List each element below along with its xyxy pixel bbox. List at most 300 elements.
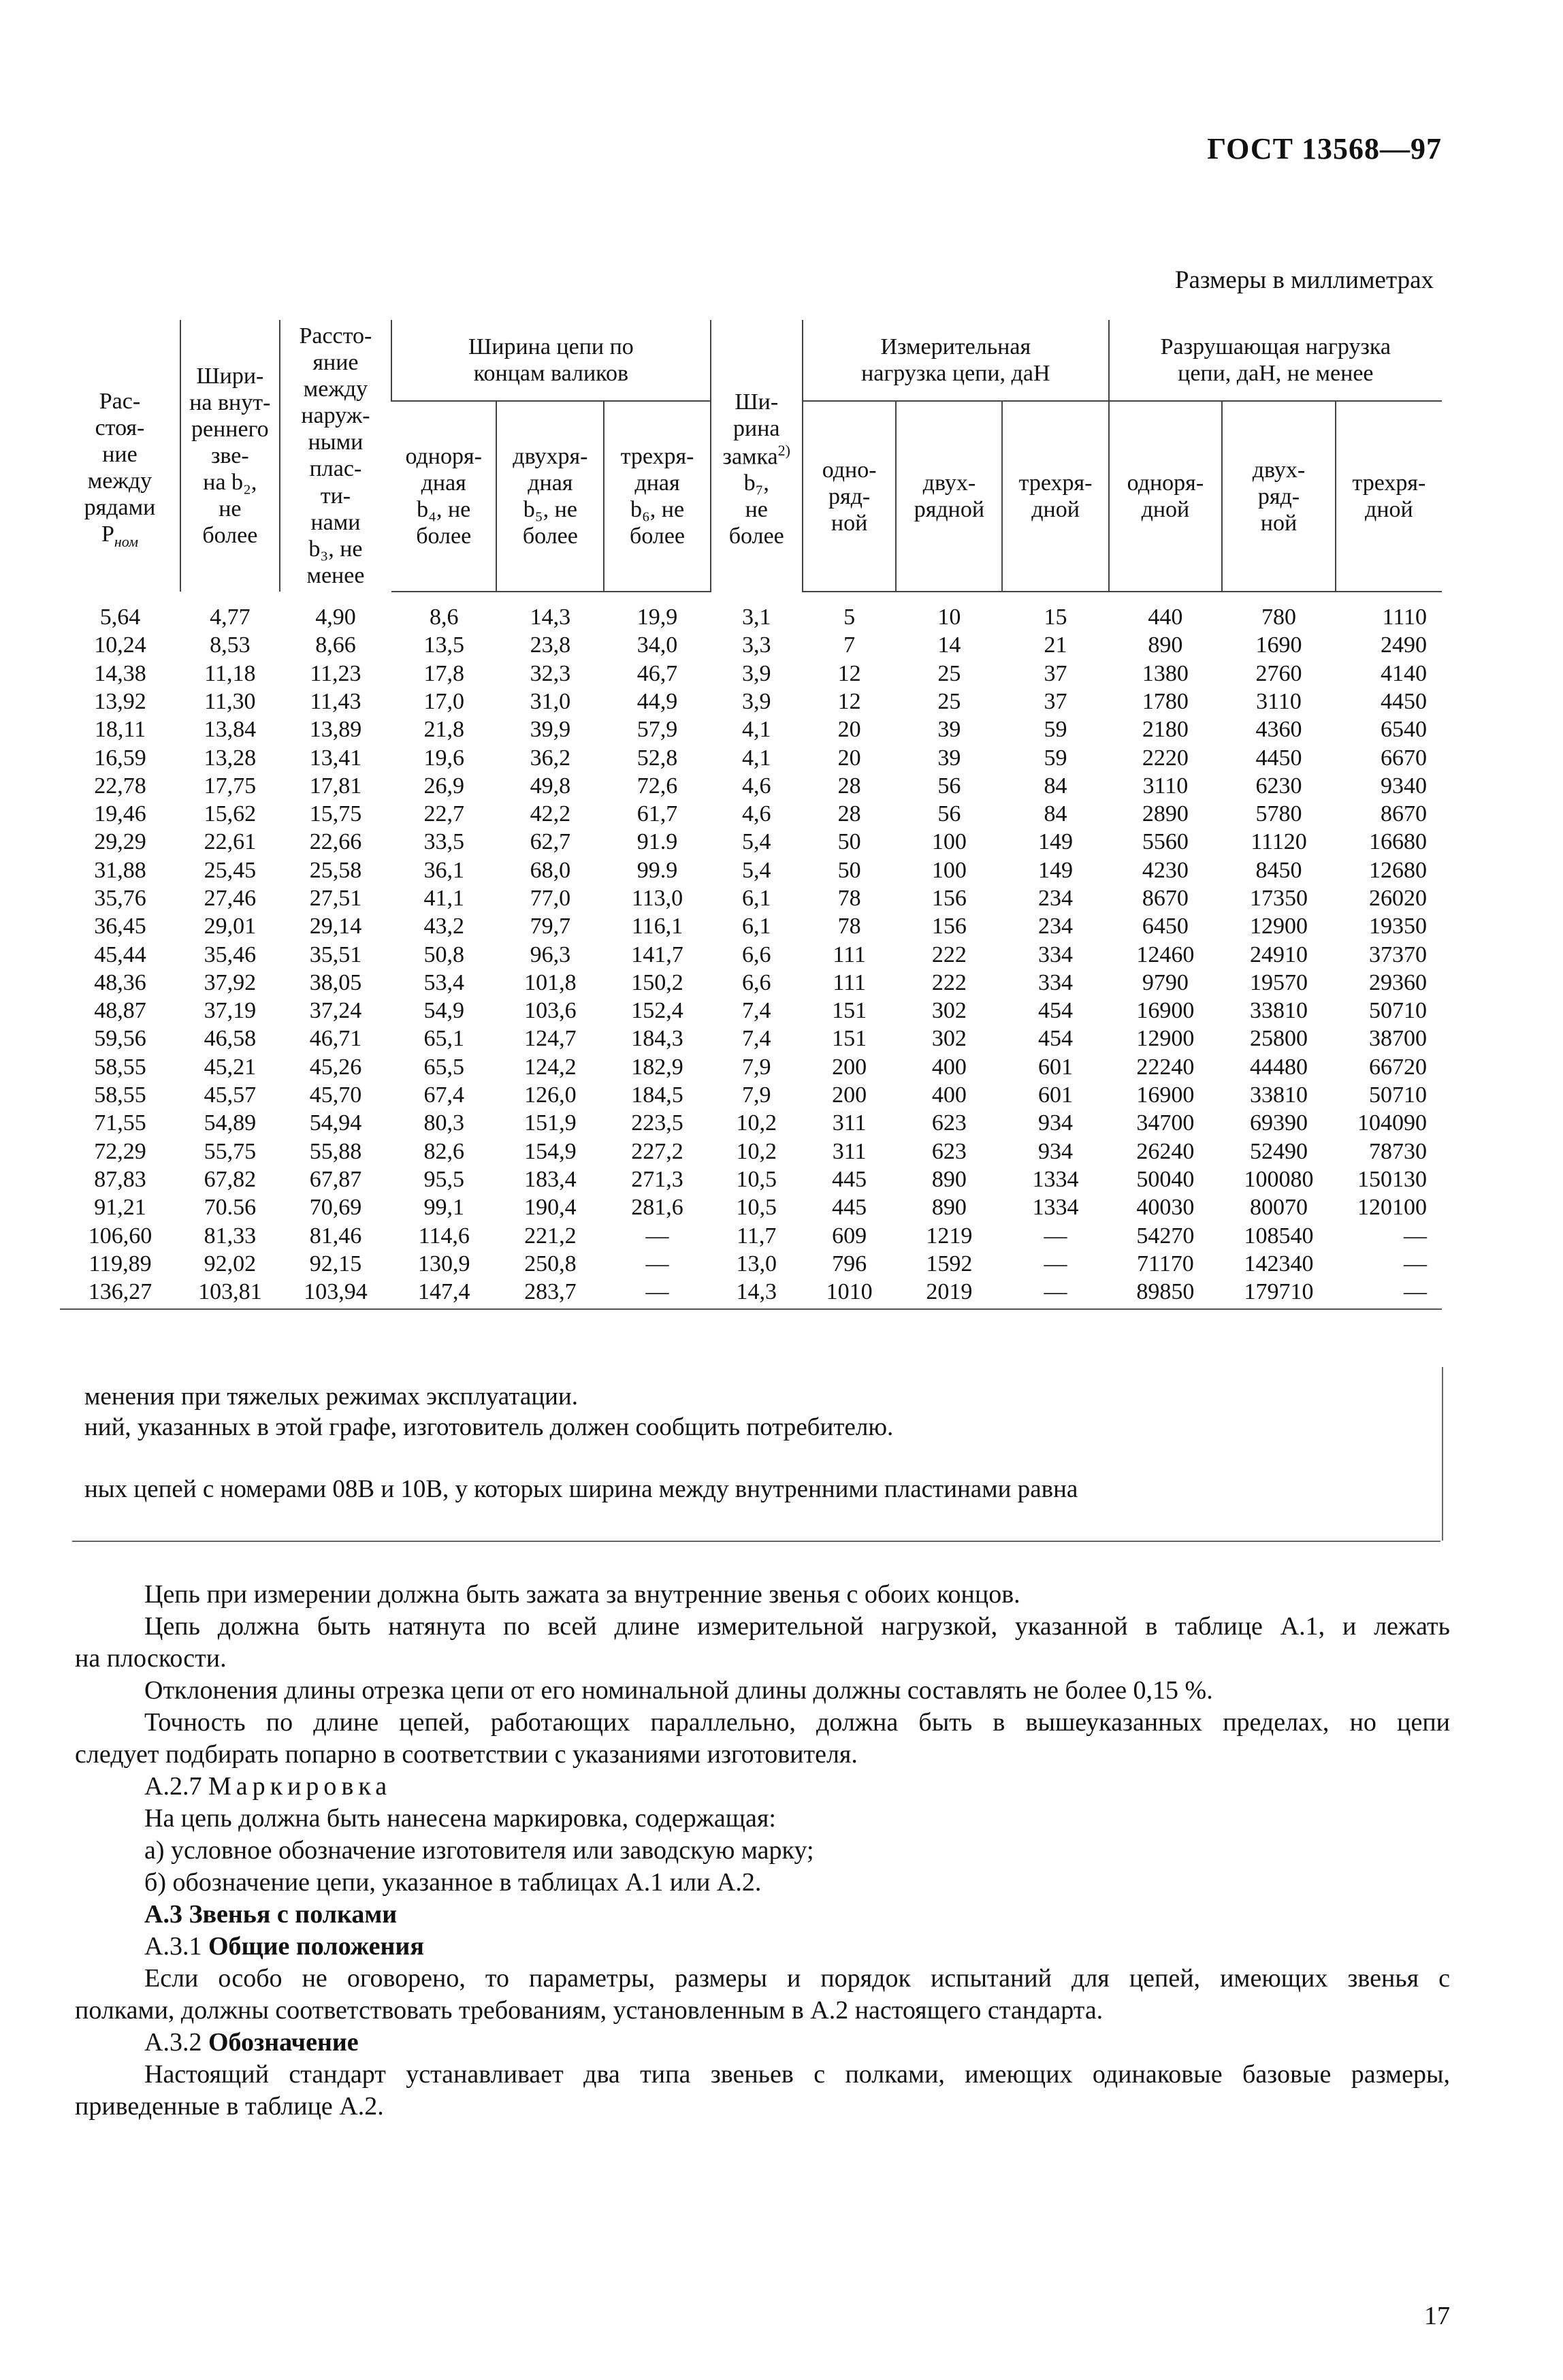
table-cell: 24910 — [1249, 942, 1308, 967]
table-cell: — — [1404, 1251, 1427, 1276]
table-cell: 12460 — [1136, 942, 1195, 967]
table-cell: 141,7 — [631, 942, 683, 967]
table-cell: 4,6 — [742, 773, 771, 799]
table-cell: 19,9 — [637, 605, 678, 630]
section-number: А.2.7 — [144, 1772, 202, 1801]
table-row — [60, 688, 1442, 715]
table-cell: 39,9 — [530, 717, 571, 743]
table-cell: 16900 — [1136, 998, 1195, 1024]
table-cell: 7,9 — [742, 1054, 771, 1080]
table-cell: 7,9 — [742, 1082, 771, 1108]
table-cell: 10,5 — [736, 1195, 777, 1221]
table-cell: 71170 — [1137, 1251, 1194, 1276]
table-cell: 28 — [837, 801, 861, 827]
table-cell: 6,6 — [742, 942, 771, 967]
table-cell: 934 — [1038, 1110, 1074, 1136]
table-cell: 34700 — [1136, 1110, 1195, 1136]
paragraph-accuracy-line2: следует подбирать попарно в соответствии с указаниями изготовителя. — [75, 1740, 858, 1769]
table-cell: 156 — [931, 914, 967, 939]
table-cell: 3,3 — [742, 632, 771, 658]
table-cell: 445 — [832, 1195, 867, 1221]
table-cell: 29360 — [1369, 969, 1427, 995]
table-cell: 37,19 — [204, 998, 257, 1024]
table-cell: 26,9 — [423, 773, 464, 799]
table-cell: 103,81 — [180, 1278, 280, 1309]
table-cell: 52,8 — [637, 745, 678, 771]
table-cell: 78730 — [1369, 1138, 1427, 1164]
table-cell: 37,92 — [204, 969, 257, 995]
table-cell: 11120 — [1251, 829, 1307, 855]
table-cell: 234 — [1038, 914, 1074, 939]
table-cell: 283,7 — [496, 1278, 604, 1309]
table-row — [60, 1250, 1442, 1278]
table-cell: 72,29 — [94, 1138, 146, 1164]
document-code: ГОСТ 13568—97 — [1207, 132, 1442, 165]
table-cell: 4,1 — [742, 717, 771, 743]
table-cell: 223,5 — [631, 1110, 683, 1136]
table-cell: 1690 — [1255, 632, 1302, 658]
table-cell: 16680 — [1369, 829, 1427, 855]
table-cell: 5,4 — [742, 829, 771, 855]
table-cell: 4450 — [1381, 688, 1427, 714]
chain-parameters-table — [60, 320, 1442, 1310]
table-cell: 221,2 — [524, 1223, 577, 1249]
table-cell: — — [645, 1251, 669, 1276]
table-cell: 11,18 — [204, 660, 256, 686]
table-cell: 33810 — [1249, 998, 1308, 1024]
paragraph-general-line2: полками, должны соответствовать требованиям, установленным в А.2 настоящего стандарта. — [75, 1996, 1103, 2025]
table-cell: 16900 — [1136, 1082, 1195, 1108]
col-header-outer-distance: Рассто- яние между наруж- ными плас- ти- нами b₃, не менее — [280, 320, 391, 592]
table-cell: 25 — [937, 660, 961, 686]
table-cell: 20 — [837, 717, 861, 743]
table-cell: 4,1 — [742, 745, 771, 771]
table-cell: 65,1 — [423, 1026, 464, 1052]
table-cell: 25,58 — [309, 857, 362, 883]
table-cell: 8670 — [1142, 886, 1189, 911]
table-cell: 890 — [1148, 632, 1183, 658]
table-cell: 400 — [931, 1054, 967, 1080]
table-cell: 70.56 — [204, 1195, 257, 1221]
table-cell: 41,1 — [423, 886, 464, 911]
table-cell: 271,3 — [631, 1166, 683, 1192]
table-cell: 5 — [843, 605, 856, 630]
table-cell: 56 — [937, 773, 961, 799]
table-cell: 59 — [1044, 717, 1067, 743]
table-cell: 302 — [931, 1026, 967, 1052]
table-row — [60, 1193, 1442, 1221]
table-cell: 22,78 — [94, 773, 146, 799]
table-cell: 50,8 — [423, 942, 464, 967]
table-cell: 25800 — [1249, 1026, 1308, 1052]
table-cell: 2890 — [1142, 801, 1189, 827]
table-row — [60, 1221, 1442, 1249]
table-cell: 1110 — [1382, 605, 1427, 630]
table-cell: 200 — [832, 1082, 867, 1108]
table-cell: 6,1 — [742, 886, 771, 911]
table-cell: 84 — [1044, 773, 1067, 799]
col-header-meas-triple: трехря- дной — [1002, 401, 1108, 591]
table-header — [60, 320, 1442, 592]
table-cell: — — [1044, 1223, 1067, 1249]
table-row — [60, 743, 1442, 771]
table-cell: 36,45 — [94, 914, 146, 939]
table-body — [60, 592, 1442, 1309]
table-cell: 15,62 — [204, 801, 257, 827]
table-cell: 103,6 — [524, 998, 577, 1024]
table-cell: 37370 — [1369, 942, 1427, 967]
table-cell: 250,8 — [524, 1251, 577, 1276]
table-cell: 52490 — [1249, 1138, 1308, 1164]
section-heading-marking — [144, 1771, 391, 1801]
table-cell: 120100 — [1357, 1195, 1427, 1221]
table-cell: 179710 — [1222, 1278, 1336, 1309]
table-cell: 32,3 — [530, 660, 571, 686]
table-cell: 15 — [1044, 605, 1067, 630]
table-cell: 5560 — [1142, 829, 1189, 855]
table-cell: 38700 — [1369, 1026, 1427, 1052]
table-cell: 31,0 — [530, 688, 571, 714]
footnote-line: ных цепей с номерами 08В и 10В, у которых ширина между внутренними пластинами равна — [84, 1475, 1078, 1503]
table-cell: 45,57 — [204, 1082, 257, 1108]
table-cell: 26020 — [1369, 886, 1427, 911]
table-cell: 104090 — [1357, 1110, 1427, 1136]
table-cell: 7 — [843, 632, 856, 658]
table-cell: 13,41 — [309, 745, 362, 771]
table-cell: 48,36 — [94, 969, 146, 995]
table-cell: 149 — [1038, 829, 1074, 855]
table-cell: 4,90 — [315, 604, 356, 630]
table-cell: 54,89 — [204, 1110, 257, 1136]
table-cell: 79,7 — [530, 914, 571, 939]
table-row — [60, 912, 1442, 940]
table-cell: 20 — [837, 745, 861, 771]
page-number: 17 — [1424, 2302, 1450, 2330]
paragraph-designation-line2: приведенные в таблице А.2. — [75, 2092, 384, 2121]
col-header-meas-double: двух- рядной — [896, 401, 1002, 591]
list-item-b: б) обозначение цепи, указанное в таблицах А.1 или А.2. — [144, 1868, 762, 1897]
table-cell: 72,6 — [637, 773, 678, 799]
table-cell: 81,46 — [309, 1223, 362, 1249]
paragraph-tension-line1: Цепь должна быть натянута по всей длине измерительной нагрузкой, указанной в таблице А.1, и лежать — [144, 1612, 1450, 1641]
table-cell: 95,5 — [423, 1166, 464, 1192]
table-cell: 99.9 — [637, 857, 678, 883]
table-row — [60, 1165, 1442, 1193]
table-cell: 1592 — [926, 1251, 973, 1276]
table-cell: 114,6 — [418, 1223, 470, 1249]
table-cell: 45,26 — [309, 1054, 362, 1080]
paragraph-marking-intro: На цепь должна быть нанесена маркировка, содержащая: — [144, 1804, 776, 1833]
table-cell: 183,4 — [524, 1166, 577, 1192]
table-cell: 43,2 — [423, 914, 464, 939]
table-cell: 116,1 — [631, 914, 683, 939]
table-cell: 281,6 — [631, 1195, 683, 1221]
list-item-a: а) условное обозначение изготовителя или заводскую марку; — [144, 1836, 814, 1865]
table-cell: 100 — [931, 829, 967, 855]
table-cell: 59,56 — [94, 1026, 146, 1052]
table-cell: 10,24 — [94, 632, 146, 658]
table-cell: 311 — [832, 1110, 867, 1136]
table-cell: 77,0 — [530, 886, 571, 911]
table-row — [60, 828, 1442, 856]
table-cell: 61,7 — [637, 801, 678, 827]
table-cell: 45,21 — [204, 1054, 257, 1080]
table-cell: 50710 — [1369, 998, 1427, 1024]
table-cell: 182,9 — [631, 1054, 683, 1080]
table-cell: 150130 — [1357, 1166, 1427, 1192]
table-cell: 200 — [832, 1054, 867, 1080]
table-cell: 21,8 — [423, 717, 464, 743]
paragraph-accuracy-line1: Точность по длине цепей, работающих параллельно, должна быть в вышеуказанных пределах, но цепи — [144, 1708, 1450, 1737]
col-header-pitch — [60, 320, 180, 592]
table-cell: 44,9 — [637, 688, 678, 714]
table-cell: 25 — [937, 688, 961, 714]
table-cell: 890 — [931, 1166, 967, 1192]
table-cell: 36,1 — [423, 857, 464, 883]
paragraph-designation-line1: Настоящий стандарт устанавливает два типа звеньев с полками, имеющих одинаковые базовые размеры, — [144, 2060, 1450, 2089]
table-cell: 4230 — [1142, 857, 1189, 883]
table-cell: 10,5 — [736, 1166, 777, 1192]
table-cell: — — [645, 1223, 669, 1249]
table-cell: 3110 — [1256, 688, 1302, 714]
table-row — [60, 941, 1442, 969]
table-cell: 609 — [832, 1223, 867, 1249]
table-cell: 3,9 — [742, 660, 771, 686]
col-header-break-triple: трехря- дной — [1336, 401, 1442, 591]
table-cell: 10 — [937, 605, 961, 630]
col-group-measuring-load: Измерительная нагрузка цепи, даН — [803, 320, 1109, 401]
table-cell: 99,1 — [423, 1195, 464, 1221]
table-cell: 28 — [837, 773, 861, 799]
table-cell: 22,61 — [204, 829, 257, 855]
table-cell: 69390 — [1249, 1110, 1308, 1136]
table-cell: 33,5 — [423, 829, 464, 855]
table-row — [60, 969, 1442, 997]
table-cell: 67,4 — [423, 1082, 464, 1108]
table-cell: 17,8 — [423, 660, 464, 686]
table-cell: 19570 — [1249, 969, 1308, 995]
col-header-width-triple: трехря- дная b₆, не более — [604, 401, 710, 591]
table-cell: 119,89 — [88, 1251, 152, 1276]
table-cell: 80070 — [1249, 1195, 1308, 1221]
table-cell: 106,60 — [88, 1223, 152, 1249]
table-row — [60, 660, 1442, 688]
col-header-width-single: одноря- дная b₄, не более — [391, 401, 496, 591]
table-cell: 54,9 — [423, 998, 464, 1024]
table-cell: 50 — [837, 829, 861, 855]
table-cell: 440 — [1148, 605, 1183, 630]
paragraph-tension-line2: на плоскости. — [75, 1644, 227, 1673]
table-cell: 4360 — [1255, 717, 1302, 743]
table-cell: 23,8 — [530, 632, 571, 658]
subsection-number: А.3.1 — [144, 1932, 202, 1961]
table-cell: 6230 — [1255, 773, 1302, 799]
subsection-title: Общие положения — [208, 1932, 424, 1961]
table-cell: 70,69 — [309, 1195, 362, 1221]
table-cell: 67,87 — [309, 1166, 362, 1192]
table-cell: 35,46 — [204, 942, 257, 967]
table-cell: — — [1336, 1278, 1442, 1309]
table-row — [60, 884, 1442, 912]
table-cell: 100 — [931, 857, 967, 883]
table-row — [60, 631, 1442, 659]
table-cell: 8,53 — [210, 632, 251, 658]
table-cell: 66720 — [1369, 1054, 1427, 1080]
table-cell: 39 — [937, 745, 961, 771]
table-cell: 9790 — [1142, 969, 1189, 995]
table-cell: 21 — [1044, 632, 1067, 658]
table-cell: 190,4 — [524, 1195, 577, 1221]
table-cell: 334 — [1038, 969, 1074, 995]
table-cell: 4,77 — [210, 604, 251, 630]
table-cell: 57,9 — [637, 717, 678, 743]
table-cell: 152,4 — [631, 998, 683, 1024]
table-cell: 29,01 — [204, 914, 257, 939]
table-cell: 25,45 — [204, 857, 257, 883]
table-cell: — — [1044, 1251, 1067, 1276]
section-heading-a3: А.3 Звенья с полками — [144, 1900, 398, 1929]
table-cell: 29,29 — [94, 829, 146, 855]
table-cell: 7,4 — [742, 1026, 771, 1052]
lock-width-rest: b₇, не более — [728, 470, 784, 549]
table-cell: 22,7 — [423, 801, 464, 827]
table-cell: 84 — [1044, 801, 1067, 827]
table-cell: 1334 — [1032, 1195, 1079, 1221]
table-cell: 454 — [1038, 1026, 1074, 1052]
table-cell: 780 — [1261, 605, 1296, 630]
table-cell: 26240 — [1136, 1138, 1195, 1164]
table-cell: 7,4 — [742, 998, 771, 1024]
table-cell: 91,21 — [94, 1195, 146, 1221]
lock-width-footnote-mark: 2) — [777, 441, 790, 459]
table-row — [60, 1109, 1442, 1137]
table-cell: 124,2 — [524, 1054, 577, 1080]
pitch-subscript: ном — [114, 533, 138, 550]
table-row — [60, 772, 1442, 800]
table-cell: 17,81 — [309, 773, 362, 799]
table-cell: 400 — [931, 1082, 967, 1108]
table-cell: 11,43 — [310, 688, 361, 714]
paragraph-general-line1: Если особо не оговорено, то параметры, размеры и порядок испытаний для цепей, имеющих звенья с — [144, 1964, 1450, 1993]
table-cell: 14,3 — [711, 1278, 803, 1309]
table-cell: 234 — [1038, 886, 1074, 911]
table-cell: 50710 — [1369, 1082, 1427, 1108]
table-cell: 334 — [1038, 942, 1074, 967]
table-cell: 14 — [937, 632, 961, 658]
table-cell: 29,14 — [309, 914, 362, 939]
subsection-heading-a31 — [144, 1931, 424, 1961]
table-cell: 2019 — [896, 1278, 1002, 1309]
subsection-heading-a32 — [144, 2027, 359, 2057]
table-row — [60, 715, 1442, 743]
col-header-inner-width: Шири- на внут- реннего зве- на b₂, не более — [180, 320, 280, 592]
col-header-break-double: двух- ряд- ной — [1222, 401, 1336, 591]
table-cell: 151,9 — [524, 1110, 577, 1136]
table-cell: 3,1 — [742, 604, 771, 630]
table-cell: 108540 — [1244, 1223, 1314, 1249]
table-cell: 49,8 — [530, 773, 571, 799]
lock-width-label: Ши- рина замка — [722, 389, 780, 470]
table-cell: 50 — [837, 857, 861, 883]
paragraph-clamping: Цепь при измерении должна быть зажата за внутренние звенья с обоих концов. — [144, 1580, 1020, 1609]
table-cell: 6540 — [1381, 717, 1427, 743]
col-header-lock-width — [711, 320, 803, 592]
table-cell: 35,76 — [94, 886, 146, 911]
table-cell: 130,9 — [417, 1251, 470, 1276]
table-cell: 8,6 — [429, 605, 459, 630]
table-cell: — — [1404, 1223, 1427, 1249]
table-cell: — — [604, 1278, 710, 1309]
table-cell: 100080 — [1244, 1166, 1314, 1192]
table-cell: 12900 — [1136, 1026, 1195, 1052]
table-row — [60, 1278, 1442, 1309]
table-cell: 11,30 — [204, 688, 256, 714]
table-cell: 89850 — [1109, 1278, 1223, 1309]
table-cell: 2220 — [1142, 745, 1189, 771]
units-caption: Размеры в миллиметрах — [1174, 266, 1434, 294]
table-cell: 13,84 — [204, 717, 257, 743]
table-cell: 27,51 — [309, 886, 362, 911]
table-cell: 8,66 — [315, 632, 356, 658]
table-cell: 2760 — [1255, 660, 1302, 686]
table-cell: 147,4 — [391, 1278, 496, 1309]
table-cell: 22240 — [1136, 1054, 1195, 1080]
subsection-title: Обозначение — [208, 2028, 359, 2057]
table-cell: 227,2 — [631, 1138, 683, 1164]
table-cell: 10,2 — [736, 1110, 777, 1136]
table-cell: 12900 — [1249, 914, 1308, 939]
table-row — [60, 1053, 1442, 1081]
footnote-line: менения при тяжелых режимах эксплуатации. — [84, 1383, 578, 1411]
table-cell: 126,0 — [524, 1082, 577, 1108]
table-cell: 623 — [931, 1138, 967, 1164]
table-cell: 1780 — [1142, 688, 1189, 714]
table-cell: 14,3 — [530, 605, 571, 630]
table-cell: 5,64 — [99, 604, 141, 630]
table-cell: 4450 — [1255, 745, 1302, 771]
table-cell: 5780 — [1255, 801, 1302, 827]
table-cell: 136,27 — [60, 1278, 180, 1309]
table-row — [60, 856, 1442, 884]
table-cell: 4,6 — [742, 801, 771, 827]
table-cell: 222 — [931, 969, 967, 995]
table-cell: 111 — [833, 942, 866, 967]
table-cell: 56 — [937, 801, 961, 827]
table-cell: 45,70 — [309, 1082, 362, 1108]
table-cell: 59 — [1044, 745, 1067, 771]
table-cell: 15,75 — [309, 801, 362, 827]
table-cell: 22,66 — [309, 829, 362, 855]
table-cell: 45,44 — [94, 942, 146, 967]
table-cell: 13,28 — [204, 745, 257, 771]
table-row — [60, 592, 1442, 631]
table-cell: 222 — [931, 942, 967, 967]
table-cell: 35,51 — [309, 942, 362, 967]
table-cell: 55,88 — [309, 1138, 362, 1164]
table-cell: 184,3 — [631, 1026, 683, 1052]
paragraph-deviation: Отклонения длины отрезка цепи от его номинальной длины должны составлять не более 0,15 %. — [144, 1676, 1213, 1705]
table-cell: 31,88 — [94, 857, 146, 883]
table-cell: 10,2 — [736, 1138, 777, 1164]
table-cell: 58,55 — [94, 1054, 146, 1080]
table-cell: 154,9 — [524, 1138, 577, 1164]
table-cell: 36,2 — [530, 745, 571, 771]
table-cell: 101,8 — [524, 969, 577, 995]
table-cell: 62,7 — [530, 829, 571, 855]
table-cell: 78 — [837, 914, 861, 939]
table-cell: 601 — [1038, 1082, 1074, 1108]
table-cell: 9340 — [1381, 773, 1427, 799]
